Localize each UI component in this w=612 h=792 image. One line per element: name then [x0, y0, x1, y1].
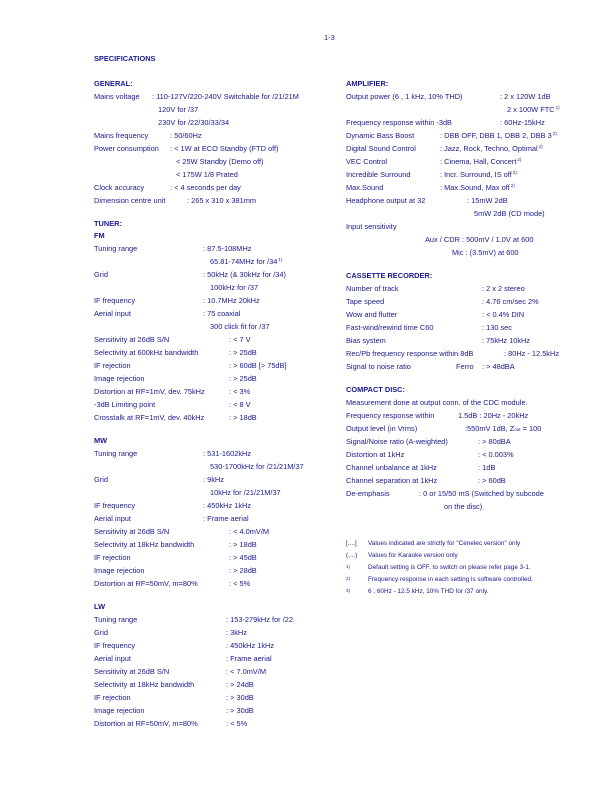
note-text-2: Frequency response in each setting is software controlled.	[368, 576, 533, 583]
mains-voltage-label: Mains voltage	[94, 92, 140, 101]
clock-accuracy-label: Clock accuracy	[94, 183, 145, 192]
mw-aerial-value: : Frame aerial	[203, 514, 249, 523]
mw-tuning-value-2: 530-1700kHz for /21/21M/37	[210, 462, 304, 471]
mw-aerial-label: Aerial input	[94, 514, 131, 523]
fm-tuning-value-2: 65.81-74MHz for /34$^{1)}$	[210, 257, 283, 266]
fm-selectivity-value: : > 25dB	[229, 348, 257, 357]
lw-image-rejection-label: Image rejection	[94, 706, 145, 715]
mw-selectivity-label: Selectivity at 18kHz bandwidth	[94, 540, 195, 549]
amp-dsc-label: Digital Sound Control	[346, 144, 416, 153]
power-consumption-value-3: < 175W 1/8 Prated	[176, 170, 238, 179]
note-mark-3: 3)	[346, 588, 351, 593]
cd-output-label: Output level (in Vrms)	[346, 424, 418, 433]
cd-unbalance-label: Channel unbalance at 1kHz	[346, 463, 437, 472]
amp-freq-label: Frequency response within -3dB	[346, 118, 452, 127]
mw-grid-label: Grid	[94, 475, 108, 484]
mw-if-rejection-label: IF rejection	[94, 553, 131, 562]
amp-dsc-value: : Jazz, Rock, Techno, Optimal$^{2)}$	[440, 144, 543, 153]
power-consumption-value: : < 1W at ECO Standby (FTD off)	[170, 144, 279, 153]
mw-grid-value: : 9kHz	[203, 475, 224, 484]
tuner-heading: TUNER:	[94, 219, 122, 228]
fm-image-rejection-label: Image rejection	[94, 374, 145, 383]
mains-voltage-value: : 110-127V/220-240V Switchable for /21/21M	[152, 92, 299, 101]
mw-grid-value-2: 10kHz for /21/21M/37	[210, 488, 281, 497]
lw-tuning-value: : 153-279kHz for /22	[226, 615, 293, 624]
fm-crosstalk-label: Crosstalk at RF=1mV, dev. 40kHz	[94, 413, 205, 422]
fm-limiting-label: -3dB Limiting point	[94, 400, 156, 409]
fm-crosstalk-value: : > 18dB	[229, 413, 257, 422]
mw-image-rejection-label: Image rejection	[94, 566, 145, 575]
fm-if-rejection-label: IF rejection	[94, 361, 131, 370]
cd-heading: COMPACT DISC:	[346, 385, 405, 394]
power-consumption-label: Power consumption	[94, 144, 159, 153]
mw-heading: MW	[94, 436, 108, 445]
cd-deemphasis-label: De-emphasis	[346, 489, 390, 498]
cassette-heading: CASSETTE RECORDER:	[346, 271, 433, 280]
cd-snr-label: Signal/Noise ratio (A-weighted)	[346, 437, 448, 446]
dimension-label: Dimension centre unit	[94, 196, 166, 205]
lw-distortion-value: : < 5%	[226, 719, 248, 728]
amp-output-label: Output power (6 , 1 kHz, 10% THD)	[346, 92, 463, 101]
power-consumption-value-2: < 25W Standby (Demo off)	[176, 157, 264, 166]
amp-dbb-label: Dynamic Bass Boost	[346, 131, 415, 140]
amp-input-aux: Aux / CDR : 500mV / 1.0V at 600	[425, 235, 534, 244]
cass-bias-value: : 75kHz 10kHz	[482, 336, 531, 345]
fm-if-rejection-value: : > 60dB [> 75dB]	[229, 361, 287, 370]
amp-vec-value: : Cinema, Hall, Concert$^{2)}$	[440, 157, 522, 166]
note-text-cenelec: Values indicated are strictly for "Cenelec version" only	[368, 540, 521, 547]
dimension-value: : 265 x 310 x 381mm	[187, 196, 257, 205]
fm-aerial-label: Aerial input	[94, 309, 131, 318]
cass-snr-label: Signal to noise ratio	[346, 362, 411, 371]
lw-if-rejection-value: : > 30dB	[226, 693, 254, 702]
fm-limiting-value: : < 8 V	[229, 400, 251, 409]
amp-output-value: : 2 x 120W 1dB	[500, 92, 551, 101]
fm-tuning-label: Tuning range	[94, 244, 138, 253]
lw-selectivity-label: Selectivity at 18kHz bandwidth	[94, 680, 195, 689]
cass-ffwd-value: : 130 sec	[482, 323, 512, 332]
fm-grid-value-2: 100kHz for /37	[210, 283, 259, 292]
fm-if-label: IF frequency	[94, 296, 136, 305]
lw-tuning-label: Tuning range	[94, 615, 138, 624]
amp-headphone-label: Headphone output at 32	[346, 196, 426, 205]
amp-input-mic: Mic : (3.5mV) at 600	[452, 248, 519, 257]
lw-if-label: IF frequency	[94, 641, 136, 650]
note-mark-1: 1)	[346, 564, 351, 569]
page-title: SPECIFICATIONS	[94, 54, 156, 63]
amp-surround-value: : Incr. Surround, IS off$^{2)}$	[440, 170, 517, 179]
fm-if-value: : 10.7MHz 20kHz	[203, 296, 260, 305]
cd-output-value: :550mV 1dB, Zout = 100	[465, 424, 542, 433]
cd-separation-value: : > 60dB	[478, 476, 506, 485]
lw-grid-label: Grid	[94, 628, 108, 637]
fm-distortion-label: Distortion at RF=1mV, dev. 75kHz	[94, 387, 205, 396]
mw-if-value: : 450kHz 1kHz	[203, 501, 252, 510]
amp-freq-value: : 60Hz-15kHz	[500, 118, 545, 127]
lw-if-rejection-label: IF rejection	[94, 693, 131, 702]
cass-track-label: Number of track	[346, 284, 399, 293]
lw-image-rejection-value: : > 30dB	[226, 706, 254, 715]
cass-ffwd-label: Fast-wind/rewind time C60	[346, 323, 434, 332]
cass-wow-label: Wow and flutter	[346, 310, 398, 319]
fm-aerial-value: : 75 coaxial	[203, 309, 241, 318]
cd-deemphasis-value: : 0 or 15/50 mS (Switched by subcode	[419, 489, 544, 498]
amp-surround-label: Incredible Surround	[346, 170, 411, 179]
general-heading: GENERAL:	[94, 79, 133, 88]
note-mark-2: 2)	[346, 576, 351, 581]
lw-distortion-label: Distortion at RF=50mV, m=80%	[94, 719, 198, 728]
amp-maxsound-label: Max.Sound	[346, 183, 384, 192]
note-text-3: 6 , 60Hz - 12.5 kHz, 10% THD for /37 only.	[368, 588, 489, 595]
cass-speed-label: Tape speed	[346, 297, 385, 306]
amp-headphone-value: : 15mW 2dB	[467, 196, 508, 205]
amplifier-heading: AMPLIFIER:	[346, 79, 389, 88]
mains-frequency-label: Mains frequency	[94, 131, 149, 140]
clock-accuracy-value: : < 4 seconds per day	[170, 183, 241, 192]
lw-sensitivity-value: : < 7.0mV/M	[226, 667, 267, 676]
lw-sensitivity-label: Sensitivity at 26dB S/N	[94, 667, 170, 676]
cd-separation-label: Channel separation at 1kHz	[346, 476, 438, 485]
fm-grid-label: Grid	[94, 270, 108, 279]
cass-snr-ferro: Ferro	[456, 362, 474, 371]
fm-selectivity-label: Selectivity at 600kHz bandwidth	[94, 348, 199, 357]
amp-dbb-value: : DBB OFF, DBB 1, DBB 2, DBB 3$^{2)}$	[440, 131, 557, 140]
lw-heading: LW	[94, 602, 106, 611]
cd-distortion-value: : < 0.003%	[478, 450, 514, 459]
mw-selectivity-value: : > 18dB	[229, 540, 257, 549]
mw-distortion-label: Distortion at RF=50mV, m=80%	[94, 579, 198, 588]
cd-measure-note: Measurement done at output conn. of the CDC module.	[346, 398, 528, 407]
lw-aerial-label: Aerial input	[94, 654, 131, 663]
cass-speed-value: : 4.76 cm/sec 2%	[482, 297, 539, 306]
amp-headphone-value-2: 5mW 2dB (CD mode)	[474, 209, 545, 218]
note-text-karaoke: Values for Karaoke version only	[368, 552, 458, 559]
cd-deemphasis-value-2: on the disc)	[444, 502, 483, 511]
mains-voltage-value-3: 230V for /22/30/33/34	[158, 118, 230, 127]
cd-distortion-label: Distortion at 1kHz	[346, 450, 405, 459]
note-text-1: Default setting is OFF, to switch on please refer page 3-1.	[368, 564, 531, 571]
cass-recpb-label: Rec/Pb frequency response within 8dB	[346, 349, 474, 358]
cd-unbalance-value: : 1dB	[478, 463, 496, 472]
mains-voltage-value-2: 120V for /37	[158, 105, 199, 114]
lw-selectivity-value: : > 24dB	[226, 680, 254, 689]
fm-grid-value: : 50kHz (& 30kHz for /34)	[203, 270, 286, 279]
cd-snr-value: : > 80dBA	[478, 437, 511, 446]
mw-sensitivity-label: Sensitivity at 26dB S/N	[94, 527, 170, 536]
cass-recpb-value: : 80Hz - 12.5kHz	[504, 349, 560, 358]
mw-tuning-value: : 531-1602kHz	[203, 449, 252, 458]
page-number: 1-3	[324, 33, 335, 42]
fm-aerial-value-2: 300 click fit for /37	[210, 322, 270, 331]
cass-snr-value: : > 48dBA	[482, 362, 515, 371]
mw-tuning-label: Tuning range	[94, 449, 138, 458]
mw-if-label: IF frequency	[94, 501, 136, 510]
fm-sensitivity-label: Sensitivity at 26dB S/N	[94, 335, 170, 344]
amp-input-label: Input sensitivity	[346, 222, 397, 231]
note-mark-cenelec: [....]	[346, 540, 357, 547]
lw-if-value: : 450kHz 1kHz	[226, 641, 275, 650]
cass-wow-value: : < 0.4% DIN	[482, 310, 525, 319]
cd-freq-label: Frequency response within	[346, 411, 435, 420]
mw-sensitivity-value: : < 4.0mV/M	[229, 527, 270, 536]
lw-grid-value: : 3kHz	[226, 628, 247, 637]
mw-if-rejection-value: : > 45dB	[229, 553, 257, 562]
cass-bias-label: Bias system	[346, 336, 386, 345]
cass-track-value: : 2 x 2 stereo	[482, 284, 525, 293]
mw-distortion-value: : < 5%	[229, 579, 251, 588]
mains-frequency-value: : 50/60Hz	[170, 131, 202, 140]
amp-vec-label: VEC Control	[346, 157, 388, 166]
fm-image-rejection-value: : > 25dB	[229, 374, 257, 383]
lw-aerial-value: : Frame aerial	[226, 654, 272, 663]
fm-sensitivity-value: : < 7 V	[229, 335, 251, 344]
mw-image-rejection-value: : > 28dB	[229, 566, 257, 575]
amp-output-value-2: 2 x 100W FTC$^{1)}$	[507, 105, 560, 114]
amp-maxsound-value: : Max.Sound, Max off$^{2)}$	[440, 183, 515, 192]
cd-freq-value: 1.5dB : 20Hz - 20kHz	[458, 411, 529, 420]
note-mark-karaoke: (....)	[346, 552, 358, 559]
fm-distortion-value: : < 3%	[229, 387, 251, 396]
fm-heading: FM	[94, 231, 105, 240]
fm-tuning-value: : 87.5-108MHz	[203, 244, 252, 253]
